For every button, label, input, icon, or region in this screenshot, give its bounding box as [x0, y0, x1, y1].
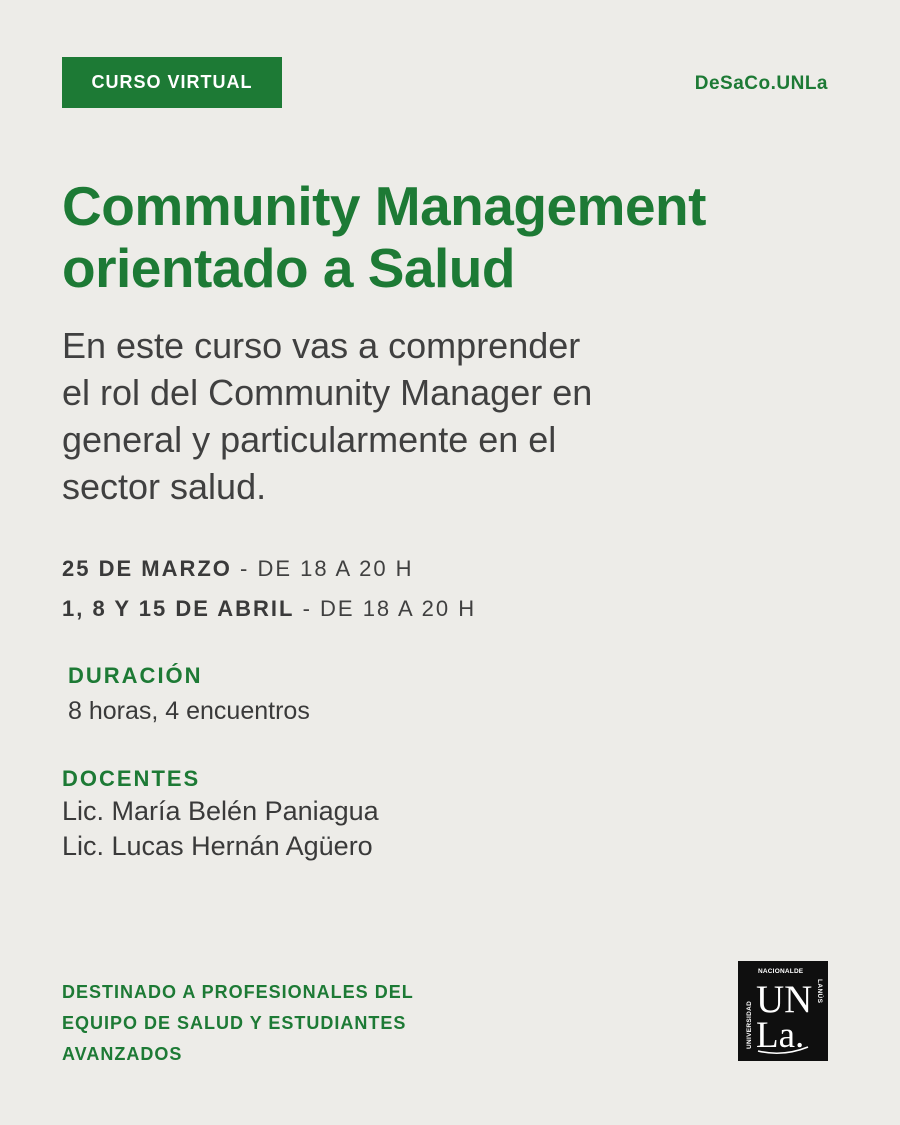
university-logo [738, 961, 828, 1061]
audience-line: EQUIPO DE SALUD Y ESTUDIANTES [62, 1013, 407, 1033]
duration-label: DURACIÓN [68, 663, 203, 688]
audience-line: AVANZADOS [62, 1044, 183, 1064]
schedule-date: 1, 8 Y 15 DE ABRIL [62, 596, 295, 621]
svg-text:NACIONAL: NACIONAL [758, 968, 794, 975]
schedule-date: 25 DE MARZO [62, 556, 232, 581]
svg-text:La.: La. [756, 1015, 805, 1056]
schedule-separator: - [294, 596, 321, 621]
teacher-name: Lic. María Belén Paniagua [62, 796, 379, 826]
teacher-name: Lic. Lucas Hernán Agüero [62, 831, 373, 861]
unla-logo-icon [738, 961, 828, 1061]
duration-value: 8 horas, 4 encuentros [68, 697, 310, 725]
description-line: el rol del Community Manager en [62, 372, 593, 413]
schedule-time: DE 18 A 20 H [257, 556, 414, 581]
teachers-label: DOCENTES [62, 766, 201, 791]
course-type-label: CURSO VIRTUAL [91, 72, 253, 92]
course-title-line-1: Community Management [62, 175, 706, 237]
course-title-line-2: orientado a Salud [62, 237, 515, 299]
schedule-row [62, 592, 476, 632]
description-line: En este curso vas a comprender [62, 325, 581, 366]
schedule-row [62, 552, 476, 592]
svg-text:UN: UN [756, 978, 813, 1021]
course-type-badge [62, 57, 282, 108]
brand-label: DeSaCo.UNLa [694, 73, 828, 94]
audience-line: DESTINADO A PROFESIONALES DEL [62, 982, 414, 1002]
svg-text:UNIVERSIDAD: UNIVERSIDAD [746, 1000, 753, 1049]
duration-section [68, 663, 310, 726]
svg-text:DE: DE [794, 968, 804, 975]
audience-note [62, 977, 482, 1070]
description-line: sector salud. [62, 466, 267, 507]
schedule-separator: - [231, 556, 258, 581]
description-line: general y particularmente en el [62, 419, 557, 460]
schedule [62, 552, 476, 632]
course-title [62, 175, 862, 299]
schedule-time: DE 18 A 20 H [320, 596, 477, 621]
teachers-section [62, 766, 379, 864]
svg-text:LANÚS: LANÚS [816, 979, 823, 1004]
course-description [62, 322, 702, 510]
